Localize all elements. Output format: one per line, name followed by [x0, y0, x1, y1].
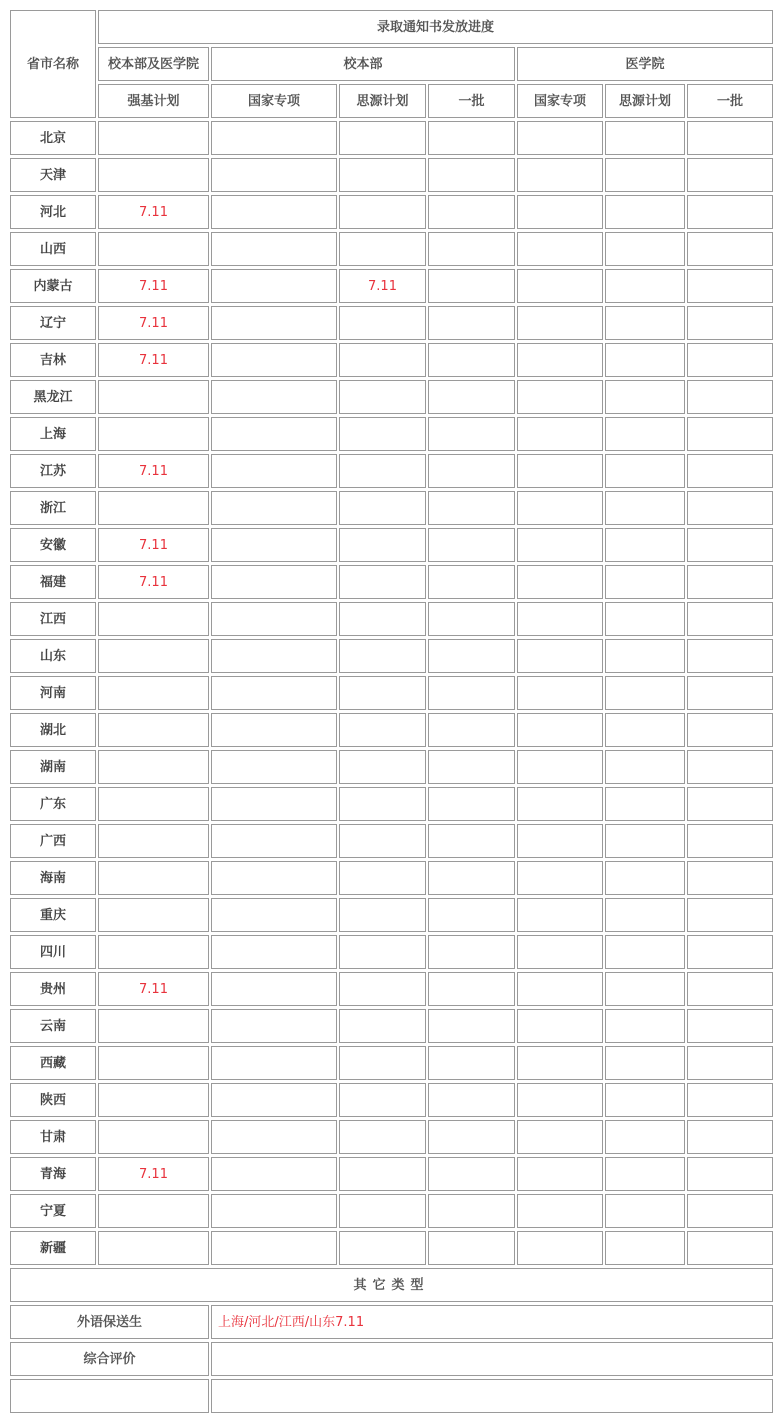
- progress-cell: [687, 528, 773, 562]
- progress-cell: [98, 1009, 209, 1043]
- progress-cell: [605, 195, 685, 229]
- progress-cell: [428, 602, 515, 636]
- progress-cell: [428, 898, 515, 932]
- progress-cell: [517, 528, 603, 562]
- progress-cell: [98, 232, 209, 266]
- province-name: 江西: [10, 602, 96, 636]
- province-name: 宁夏: [10, 1194, 96, 1228]
- progress-cell: [339, 1194, 426, 1228]
- progress-cell: [98, 417, 209, 451]
- progress-cell: [98, 121, 209, 155]
- progress-cell: [211, 824, 337, 858]
- progress-cell: [428, 528, 515, 562]
- progress-cell: [517, 713, 603, 747]
- progress-cell: [517, 417, 603, 451]
- progress-cell: [605, 306, 685, 340]
- progress-cell: [428, 935, 515, 969]
- progress-cell: [517, 1120, 603, 1154]
- progress-cell: [687, 565, 773, 599]
- progress-cell: [211, 121, 337, 155]
- progress-cell: [605, 491, 685, 525]
- province-name: 内蒙古: [10, 269, 96, 303]
- progress-cell: [517, 1046, 603, 1080]
- header-main-title: 录取通知书发放进度: [98, 10, 773, 44]
- progress-cell: [428, 195, 515, 229]
- progress-cell: [605, 676, 685, 710]
- progress-cell: [687, 898, 773, 932]
- province-name: 黑龙江: [10, 380, 96, 414]
- progress-cell: [98, 787, 209, 821]
- progress-cell: [428, 639, 515, 673]
- progress-cell: [428, 121, 515, 155]
- header-sub-med-national: 国家专项: [517, 84, 603, 118]
- progress-cell: [517, 306, 603, 340]
- progress-cell: [605, 1157, 685, 1191]
- progress-cell: [517, 750, 603, 784]
- progress-cell: [428, 232, 515, 266]
- progress-cell: [517, 639, 603, 673]
- progress-cell: [339, 1231, 426, 1265]
- progress-cell: [98, 491, 209, 525]
- progress-cell: [517, 898, 603, 932]
- progress-cell: [339, 676, 426, 710]
- progress-cell: [517, 565, 603, 599]
- progress-cell: [517, 195, 603, 229]
- progress-cell: [428, 750, 515, 784]
- progress-cell: [98, 1120, 209, 1154]
- progress-cell: [211, 1120, 337, 1154]
- progress-cell: [428, 417, 515, 451]
- progress-cell: [687, 195, 773, 229]
- progress-cell: [211, 195, 337, 229]
- progress-cell: [605, 121, 685, 155]
- progress-cell: [605, 935, 685, 969]
- province-name: 重庆: [10, 898, 96, 932]
- progress-cell: [98, 1083, 209, 1117]
- progress-cell: [98, 1231, 209, 1265]
- progress-cell: [687, 1194, 773, 1228]
- progress-cell: [517, 454, 603, 488]
- progress-cell: [339, 935, 426, 969]
- progress-cell: [605, 861, 685, 895]
- progress-cell: [517, 676, 603, 710]
- province-name: 江苏: [10, 454, 96, 488]
- progress-cell: [211, 380, 337, 414]
- progress-cell: [687, 639, 773, 673]
- progress-cell: [428, 676, 515, 710]
- province-name: 安徽: [10, 528, 96, 562]
- progress-cell: [339, 491, 426, 525]
- progress-cell: [98, 1046, 209, 1080]
- progress-cell: [428, 158, 515, 192]
- progress-cell: [428, 343, 515, 377]
- progress-cell: [98, 158, 209, 192]
- header-province: 省市名称: [10, 10, 96, 118]
- progress-cell: [428, 1157, 515, 1191]
- other-type-label: 综合评价: [10, 1342, 209, 1376]
- progress-cell: [211, 1157, 337, 1191]
- progress-cell: [339, 972, 426, 1006]
- header-sub-med-siyuan: 思源计划: [605, 84, 685, 118]
- progress-cell: [211, 1231, 337, 1265]
- progress-cell: [517, 491, 603, 525]
- progress-cell: [211, 1046, 337, 1080]
- progress-cell: [428, 1009, 515, 1043]
- progress-cell: [605, 898, 685, 932]
- progress-cell: [428, 787, 515, 821]
- progress-cell: [339, 1083, 426, 1117]
- progress-cell: [428, 1120, 515, 1154]
- province-name: 湖南: [10, 750, 96, 784]
- other-type-value: [211, 1342, 773, 1376]
- progress-cell: [605, 269, 685, 303]
- province-name: 四川: [10, 935, 96, 969]
- progress-cell: [517, 232, 603, 266]
- header-sub-med-batch1: 一批: [687, 84, 773, 118]
- progress-cell: [517, 380, 603, 414]
- progress-cell: [428, 1046, 515, 1080]
- progress-cell: [98, 380, 209, 414]
- progress-cell: [687, 861, 773, 895]
- province-name: 陕西: [10, 1083, 96, 1117]
- progress-cell: [605, 1046, 685, 1080]
- header-sub-strong: 强基计划: [98, 84, 209, 118]
- progress-cell: [605, 1194, 685, 1228]
- progress-cell: [339, 343, 426, 377]
- progress-cell: [98, 713, 209, 747]
- progress-cell: [605, 158, 685, 192]
- province-name: 青海: [10, 1157, 96, 1191]
- progress-cell: [687, 306, 773, 340]
- province-name: 云南: [10, 1009, 96, 1043]
- progress-cell: [339, 1157, 426, 1191]
- progress-cell: [428, 861, 515, 895]
- progress-cell: [687, 824, 773, 858]
- progress-cell: [517, 1157, 603, 1191]
- progress-cell: [98, 861, 209, 895]
- progress-cell: [211, 158, 337, 192]
- province-name: 浙江: [10, 491, 96, 525]
- progress-cell: [517, 158, 603, 192]
- progress-cell: [428, 380, 515, 414]
- header-sub-main-batch1: 一批: [428, 84, 515, 118]
- province-name: 吉林: [10, 343, 96, 377]
- other-type-value: [211, 1379, 773, 1413]
- progress-cell: [428, 454, 515, 488]
- progress-cell: [517, 935, 603, 969]
- progress-cell: [517, 269, 603, 303]
- progress-cell: [428, 972, 515, 1006]
- progress-cell: [605, 1083, 685, 1117]
- progress-cell: [517, 861, 603, 895]
- province-name: 辽宁: [10, 306, 96, 340]
- province-name: 新疆: [10, 1231, 96, 1265]
- province-name: 河南: [10, 676, 96, 710]
- progress-cell: [428, 306, 515, 340]
- progress-cell: [687, 232, 773, 266]
- progress-cell: [98, 935, 209, 969]
- progress-cell: [517, 1009, 603, 1043]
- progress-cell: [687, 1046, 773, 1080]
- progress-cell: [211, 935, 337, 969]
- progress-cell: [211, 602, 337, 636]
- progress-cell: [211, 861, 337, 895]
- progress-cell: 7.11: [98, 195, 209, 229]
- header-sub-main-national: 国家专项: [211, 84, 337, 118]
- progress-cell: [339, 1120, 426, 1154]
- progress-cell: [339, 787, 426, 821]
- progress-cell: [517, 1231, 603, 1265]
- progress-cell: [339, 750, 426, 784]
- province-name: 海南: [10, 861, 96, 895]
- progress-cell: [428, 1231, 515, 1265]
- progress-cell: [687, 713, 773, 747]
- progress-cell: [339, 824, 426, 858]
- progress-cell: [687, 158, 773, 192]
- progress-cell: [339, 898, 426, 932]
- progress-cell: [687, 380, 773, 414]
- progress-cell: [687, 1120, 773, 1154]
- province-name: 广东: [10, 787, 96, 821]
- progress-cell: 7.11: [98, 972, 209, 1006]
- progress-cell: [687, 1083, 773, 1117]
- progress-cell: [339, 1046, 426, 1080]
- province-name: 河北: [10, 195, 96, 229]
- progress-cell: [211, 528, 337, 562]
- progress-cell: 7.11: [98, 454, 209, 488]
- progress-cell: [517, 121, 603, 155]
- progress-cell: [605, 639, 685, 673]
- other-type-value: 上海/河北/江西/山东7.11: [211, 1305, 773, 1339]
- progress-cell: [98, 824, 209, 858]
- progress-cell: 7.11: [98, 343, 209, 377]
- progress-cell: [339, 380, 426, 414]
- progress-cell: [428, 1083, 515, 1117]
- progress-cell: [211, 713, 337, 747]
- progress-cell: [339, 417, 426, 451]
- province-name: 甘肃: [10, 1120, 96, 1154]
- progress-cell: [605, 1231, 685, 1265]
- progress-cell: [687, 269, 773, 303]
- progress-cell: [605, 972, 685, 1006]
- province-name: 西藏: [10, 1046, 96, 1080]
- progress-cell: [605, 750, 685, 784]
- progress-cell: [211, 491, 337, 525]
- province-name: 福建: [10, 565, 96, 599]
- progress-cell: [98, 676, 209, 710]
- progress-cell: [687, 602, 773, 636]
- province-name: 北京: [10, 121, 96, 155]
- progress-cell: [428, 1194, 515, 1228]
- progress-cell: [339, 1009, 426, 1043]
- progress-cell: [605, 454, 685, 488]
- progress-cell: [211, 750, 337, 784]
- progress-cell: [98, 1194, 209, 1228]
- progress-cell: [339, 565, 426, 599]
- progress-cell: [98, 639, 209, 673]
- progress-cell: [687, 454, 773, 488]
- progress-cell: 7.11: [98, 306, 209, 340]
- header-group-medical: 医学院: [517, 47, 773, 81]
- progress-cell: [605, 343, 685, 377]
- other-types-title: 其它类型: [10, 1268, 773, 1302]
- progress-cell: [687, 491, 773, 525]
- progress-cell: [517, 1083, 603, 1117]
- progress-cell: [605, 787, 685, 821]
- progress-cell: [211, 972, 337, 1006]
- progress-cell: [339, 602, 426, 636]
- progress-cell: [428, 269, 515, 303]
- progress-cell: [339, 639, 426, 673]
- other-type-label: [10, 1379, 209, 1413]
- progress-cell: [687, 1157, 773, 1191]
- other-type-label: 外语保送生: [10, 1305, 209, 1339]
- progress-cell: [211, 565, 337, 599]
- progress-cell: [605, 602, 685, 636]
- progress-cell: [428, 824, 515, 858]
- progress-cell: [687, 343, 773, 377]
- progress-cell: [339, 306, 426, 340]
- header-group-main: 校本部: [211, 47, 515, 81]
- progress-cell: [687, 972, 773, 1006]
- progress-cell: [517, 787, 603, 821]
- progress-cell: [211, 1194, 337, 1228]
- progress-cell: [517, 824, 603, 858]
- progress-cell: [211, 232, 337, 266]
- progress-cell: [605, 824, 685, 858]
- progress-cell: [605, 1120, 685, 1154]
- progress-cell: [428, 713, 515, 747]
- progress-cell: [98, 602, 209, 636]
- progress-cell: [211, 417, 337, 451]
- progress-cell: [687, 1231, 773, 1265]
- progress-cell: [211, 676, 337, 710]
- header-group-combined: 校本部及医学院: [98, 47, 209, 81]
- progress-cell: [517, 1194, 603, 1228]
- progress-cell: [687, 121, 773, 155]
- progress-cell: [339, 121, 426, 155]
- progress-cell: [605, 565, 685, 599]
- progress-cell: [211, 1009, 337, 1043]
- progress-cell: 7.11: [98, 1157, 209, 1191]
- progress-cell: [339, 454, 426, 488]
- progress-cell: [605, 1009, 685, 1043]
- province-name: 上海: [10, 417, 96, 451]
- progress-cell: [687, 750, 773, 784]
- progress-cell: [517, 343, 603, 377]
- progress-cell: 7.11: [98, 528, 209, 562]
- province-name: 广西: [10, 824, 96, 858]
- progress-cell: [339, 232, 426, 266]
- progress-cell: 7.11: [98, 269, 209, 303]
- progress-cell: [211, 343, 337, 377]
- progress-cell: [517, 972, 603, 1006]
- progress-cell: [211, 269, 337, 303]
- progress-cell: [339, 158, 426, 192]
- progress-cell: [687, 787, 773, 821]
- progress-cell: [605, 380, 685, 414]
- progress-cell: [211, 454, 337, 488]
- progress-cell: [98, 750, 209, 784]
- progress-cell: [687, 417, 773, 451]
- progress-cell: [339, 861, 426, 895]
- progress-cell: [605, 232, 685, 266]
- progress-cell: [687, 676, 773, 710]
- progress-cell: 7.11: [339, 269, 426, 303]
- progress-cell: [605, 417, 685, 451]
- progress-cell: [98, 898, 209, 932]
- province-name: 贵州: [10, 972, 96, 1006]
- progress-cell: [428, 491, 515, 525]
- progress-cell: [211, 787, 337, 821]
- header-sub-main-siyuan: 思源计划: [339, 84, 426, 118]
- progress-cell: [605, 713, 685, 747]
- province-name: 天津: [10, 158, 96, 192]
- progress-cell: [687, 1009, 773, 1043]
- progress-cell: [339, 195, 426, 229]
- progress-cell: [211, 639, 337, 673]
- progress-cell: [517, 602, 603, 636]
- progress-cell: [211, 306, 337, 340]
- progress-cell: [211, 1083, 337, 1117]
- province-name: 山东: [10, 639, 96, 673]
- progress-cell: 7.11: [98, 565, 209, 599]
- progress-cell: [339, 713, 426, 747]
- province-name: 山西: [10, 232, 96, 266]
- province-name: 湖北: [10, 713, 96, 747]
- progress-cell: [428, 565, 515, 599]
- progress-cell: [211, 898, 337, 932]
- progress-cell: [687, 935, 773, 969]
- progress-cell: [605, 528, 685, 562]
- progress-cell: [339, 528, 426, 562]
